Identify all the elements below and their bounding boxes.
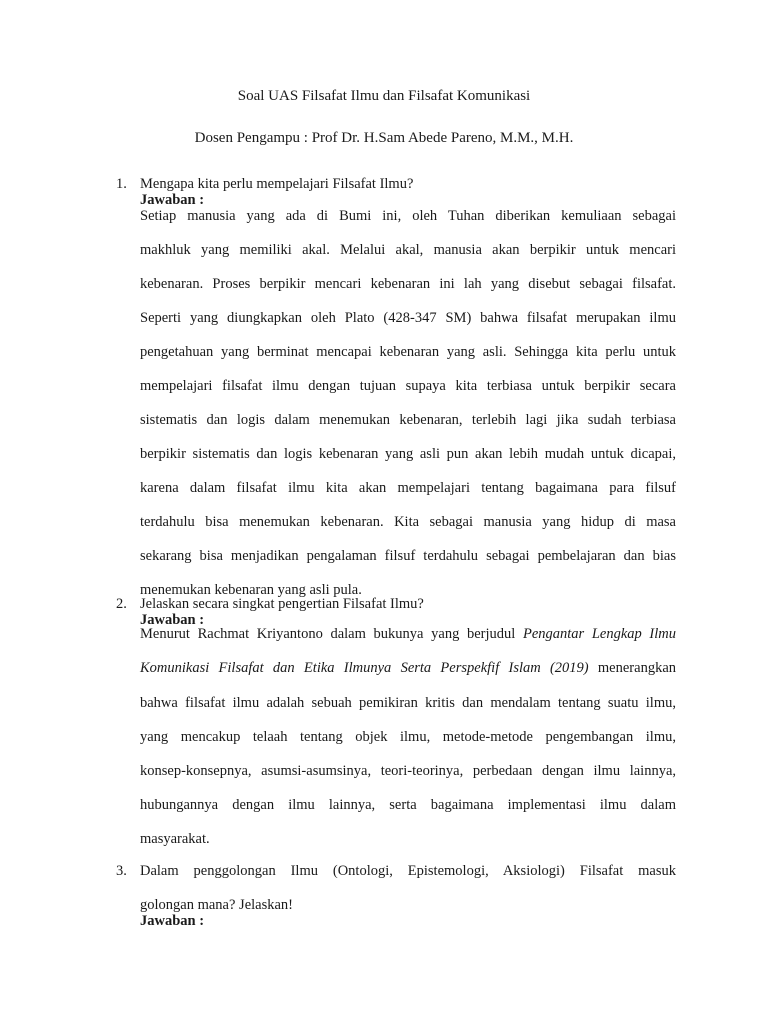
answer-label: Jawaban : — [140, 192, 205, 208]
answer-line: berpikir sistematis dan logis kebenaran yang asli pun akan lebih mudah untuk dicapai, — [140, 446, 676, 462]
answer-line: sekarang bisa menjadikan pengalaman filsuf terdahulu sebagai pembelajaran dan bias — [140, 548, 676, 564]
question-text: golongan mana? Jelaskan! — [140, 897, 294, 913]
answer-paragraph — [140, 199, 676, 607]
answer-line: makhluk yang memiliki akal. Melalui akal, manusia akan berpikir untuk mencari — [140, 242, 676, 258]
answer-line: kebenaran. Proses berpikir mencari kebenaran ini lah yang disebut sebagai filsafat. — [140, 276, 676, 292]
question-number: 1. — [116, 176, 127, 192]
question-text: Mengapa kita perlu mempelajari Filsafat Ilmu? — [140, 176, 414, 192]
answer-line: konsep-konsepnya, asumsi-asumsinya, teori-teorinya, perbedaan dengan ilmu lainnya, — [140, 763, 676, 779]
answer-line: menemukan kebenaran yang asli pula. — [140, 582, 362, 598]
lecturer-line: Dosen Pengampu : Prof Dr. H.Sam Abede Pareno, M.M., M.H. — [194, 130, 574, 146]
question-text: Dalam penggolongan Ilmu (Ontologi, Epistemologi, Aksiologi) Filsafat masuk — [140, 863, 676, 879]
answer-line: mempelajari filsafat ilmu dengan tujuan supaya kita terbiasa untuk berpikir secara — [140, 378, 676, 394]
answer-paragraph — [140, 686, 676, 856]
answer-line: Seperti yang diungkapkan oleh Plato (428-347 SM) bahwa filsafat merupakan ilmu — [140, 310, 676, 326]
answer-line: pengetahuan yang berminat mencapai kebenaran yang asli. Sehingga kita perlu untuk — [140, 344, 676, 360]
answer-line: karena dalam filsafat ilmu kita akan mempelajari tentang bagaimana para filsuf — [140, 480, 676, 496]
question-number: 2. — [116, 596, 127, 612]
book-title: Pengantar Lengkap Ilmu — [522, 626, 677, 642]
answer-line — [140, 660, 676, 677]
answer-line: Setiap manusia yang ada di Bumi ini, oleh Tuhan diberikan kemuliaan sebagai — [140, 208, 676, 224]
answer-line: sistematis dan logis dalam menemukan kebenaran, terlebih lagi jika sudah terbiasa — [140, 412, 676, 428]
answer-label: Jawaban : — [140, 913, 205, 929]
answer-line: yang mencakup telaah tentang objek ilmu, metode-metode pengembangan ilmu, — [140, 729, 676, 745]
answer-line: masyarakat. — [140, 831, 210, 847]
book-title: Komunikasi Filsafat dan Etika Ilmunya Serta Perspekfif Islam (2019) — [140, 660, 589, 676]
answer-line: hubungannya dengan ilmu lainnya, serta bagaimana implementasi ilmu dalam — [140, 797, 676, 813]
answer-line — [140, 626, 676, 643]
answer-line: bahwa filsafat ilmu adalah sebuah pemikiran kritis dan mendalam tentang suatu ilmu, — [140, 695, 676, 711]
answer-label: Jawaban : — [140, 612, 205, 628]
answer-text: Menurut Rachmat Kriyantono dalam bukunya yang berjudul — [140, 626, 523, 642]
question-number: 3. — [116, 863, 127, 879]
question-text: Jelaskan secara singkat pengertian Filsafat Ilmu? — [140, 596, 424, 612]
document-title: Soal UAS Filsafat Ilmu dan Filsafat Komunikasi — [237, 88, 531, 104]
answer-text: menerangkan — [588, 660, 677, 676]
answer-line: terdahulu bisa menemukan kebenaran. Kita sebagai manusia yang hidup di masa — [140, 514, 676, 530]
